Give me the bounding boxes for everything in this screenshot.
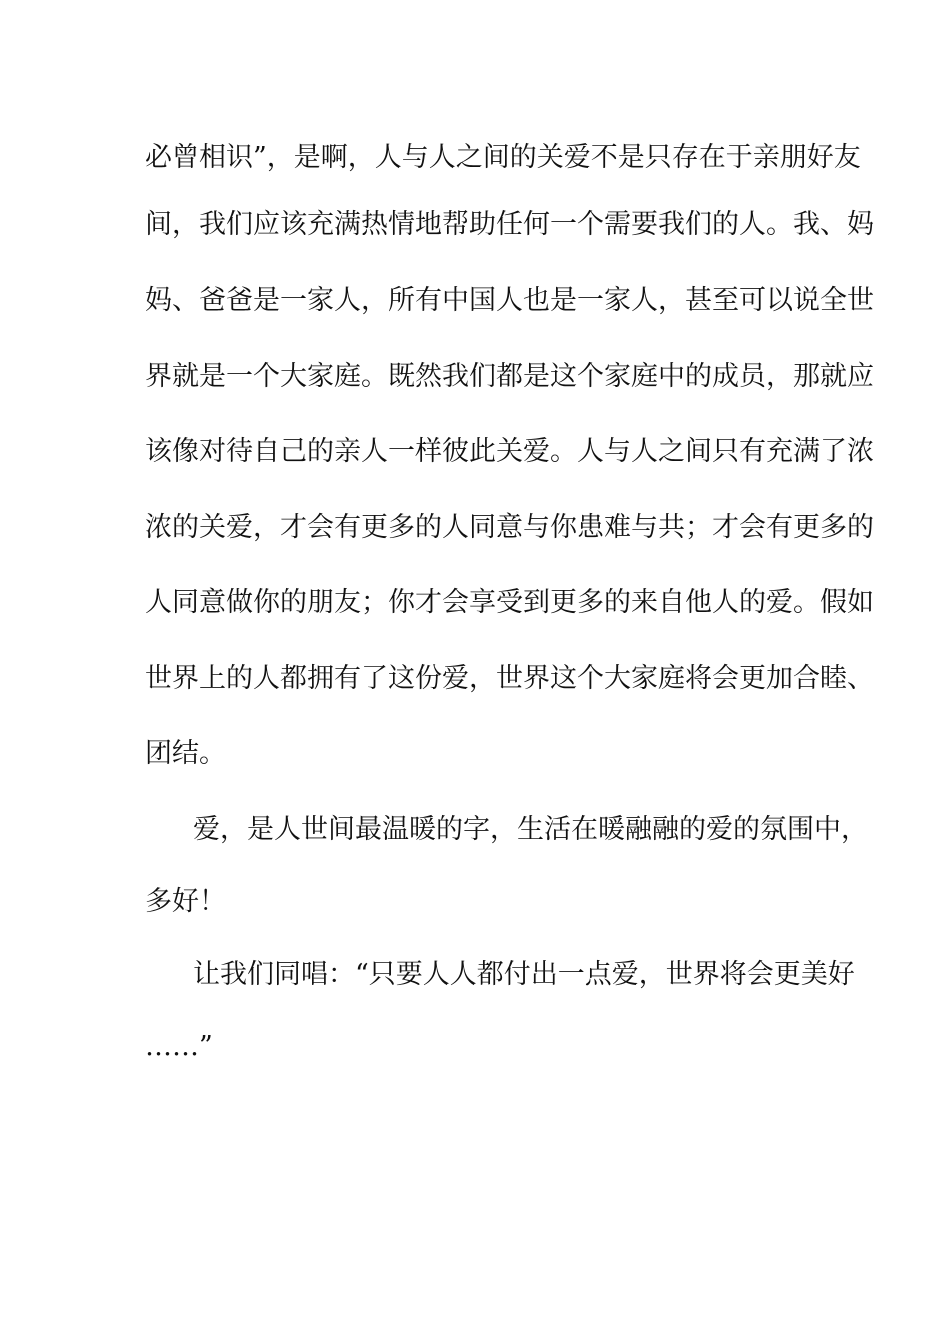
text-line: 该像对待自己的亲人一样彼此关爱。人与人之间只有充满了浓 xyxy=(145,436,874,467)
text-line: 团结。 xyxy=(145,738,226,769)
text-line: 必曾相识”，是啊，人与人之间的关爱不是只存在于亲朋好友 xyxy=(145,142,861,173)
text-line: 间，我们应该充满热情地帮助任何一个需要我们的人。我、妈 xyxy=(145,209,874,240)
text-line: 浓的关爱，才会有更多的人同意与你患难与共；才会有更多的 xyxy=(145,512,874,543)
text-line: 世界上的人都拥有了这份爱，世界这个大家庭将会更加合睦、 xyxy=(145,663,874,694)
text-line: 多好！ xyxy=(145,886,226,917)
text-line: 界就是一个大家庭。既然我们都是这个家庭中的成员，那就应 xyxy=(145,361,874,392)
text-line: 人同意做你的朋友；你才会享受到更多的来自他人的爱。假如 xyxy=(145,587,874,618)
paragraph-start-line: 让我们同唱：“只要人人都付出一点爱，世界将会更美好 xyxy=(193,959,855,990)
text-line: ……” xyxy=(145,1031,213,1062)
text-line: 妈、爸爸是一家人，所有中国人也是一家人，甚至可以说全世 xyxy=(145,285,874,316)
paragraph-start-line: 爱，是人世间最温暖的字，生活在暖融融的爱的氛围中， xyxy=(193,814,868,845)
